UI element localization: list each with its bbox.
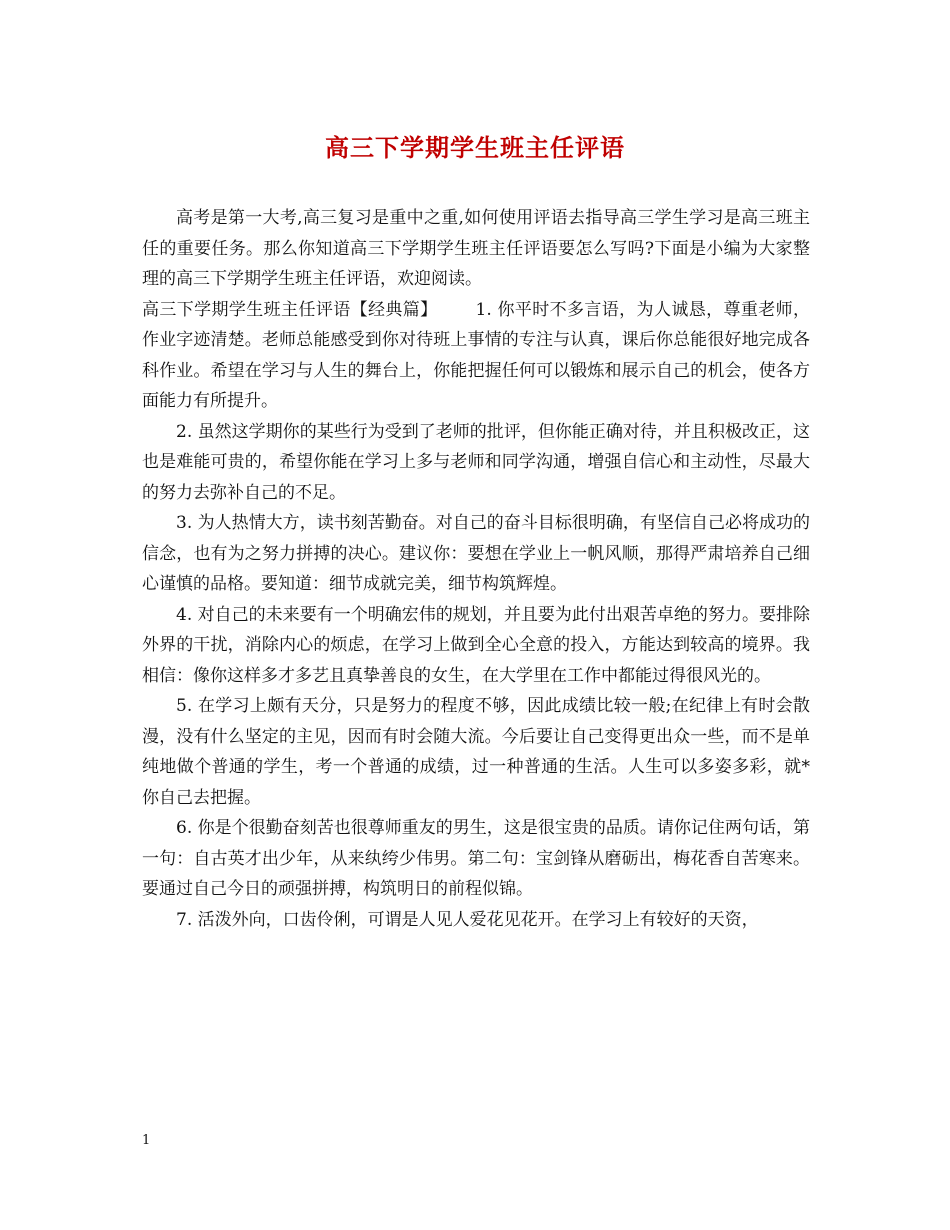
comment-item-5: 5. 在学习上颇有天分，只是努力的程度不够，因此成绩比较一般;在纪律上有时会散漫，没有什么坚定的主见，因而有时会随大流。今后要让自己变得更出众一些，而不是单纯地做个普通的学生，考一个普通的成绩，过一种普通的生活。人生可以多姿多彩，就*你自己去把握。 [142, 696, 810, 808]
page-number: 1 [142, 1133, 151, 1148]
comment-item-3: 3. 为人热情大方，读书刻苦勤奋。对自己的奋斗目标很明确，有坚信自己必将成功的信念，也有为之努力拼搏的决心。建议你：要想在学业上一帆风顺，那得严肃培养自己细心谨慎的品格。要知道：细节成就完美，细节构筑辉煌。 [142, 513, 810, 594]
comment-item-2: 2. 虽然这学期你的某些行为受到了老师的批评，但你能正确对待，并且积极改正，这也是难能可贵的，希望你能在学习上多与老师和同学沟通，增强自信心和主动性，尽最大的努力去弥补自己的不足。 [142, 421, 810, 503]
comment-item-4: 4. 对自己的未来要有一个明确宏伟的规划，并且要为此付出艰苦卓绝的努力。要排除外界的干扰，消除内心的烦虑，在学习上做到全心全意的投入，方能达到较高的境界。我相信：像你这样多才多艺且真挚善良的女生，在大学里在工作中都能过得很风光的。 [142, 604, 810, 686]
comment-item-6: 6. 你是个很勤奋刻苦也很尊师重友的男生，这是很宝贵的品质。请你记住两句话，第一句：自古英才出少年，从来纨绔少伟男。第二句：宝剑锋从磨砺出，梅花香自苦寒来。要通过自己今日的顽强拼搏，构筑明日的前程似锦。 [142, 818, 810, 899]
document-body [142, 203, 810, 935]
intro-paragraph: 高考是第一大考,高三复习是重中之重,如何使用评语去指导高三学生学习是高三班主任的重要任务。那么你知道高三下学期学生班主任评语要怎么写吗?下面是小编为大家整理的高三下学期学生班主任评语，欢迎阅读。 [142, 208, 810, 289]
comment-item-1: 1. 你平时不多言语，为人诚恳，尊重老师，作业字迹清楚。老师总能感受到你对待班上事情的专注与认真，课后你总能很好地完成各科作业。希望在学习与人生的舞台上，你能把握任何可以锻炼和展示自己的机会，使各方面能力有所提升。 [142, 299, 811, 411]
comment-item-7: 7. 活泼外向，口齿伶俐，可谓是人见人爱花见花开。在学习上有较好的天资， [176, 909, 759, 930]
page-title: 高三下学期学生班主任评语 [325, 133, 625, 162]
section-heading: 高三下学期学生班主任评语【经典篇】 [142, 299, 438, 320]
section-heading-paragraph [142, 295, 810, 417]
